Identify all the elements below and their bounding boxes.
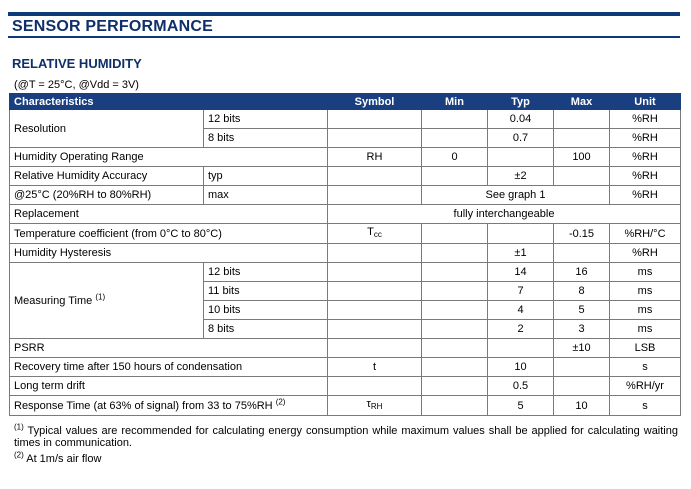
- footnote-ref: (1): [95, 291, 106, 301]
- typ-cell: [488, 148, 554, 167]
- min-cell: [422, 263, 488, 282]
- unit-cell: %RH: [610, 186, 681, 205]
- table-row: [10, 167, 681, 186]
- unit-cell: %RH: [610, 110, 681, 129]
- unit-cell: ms: [610, 263, 681, 282]
- max-cell: -0.15: [554, 224, 610, 244]
- cond-cell: max: [204, 186, 328, 205]
- typ-cell: 0.7: [488, 129, 554, 148]
- symbol-cell: [328, 377, 422, 396]
- section-title: RELATIVE HUMIDITY: [12, 56, 142, 71]
- footnote-text: At 1m/s air flow: [23, 453, 102, 465]
- unit-cell: ms: [610, 282, 681, 301]
- row-label-accuracy-conditions: @25°C (20%RH to 80%RH): [10, 186, 204, 205]
- symbol-cell: [328, 339, 422, 358]
- table-row: [10, 358, 681, 377]
- typ-cell: [488, 224, 554, 244]
- unit-cell: ms: [610, 301, 681, 320]
- table-row: [10, 339, 681, 358]
- min-cell: [422, 377, 488, 396]
- row-label-recovery-time: Recovery time after 150 hours of condensation: [10, 358, 328, 377]
- symbol-cell: [328, 110, 422, 129]
- max-cell: [554, 377, 610, 396]
- max-cell: 10: [554, 396, 610, 416]
- table-row: [10, 110, 681, 129]
- symbol-cell: [328, 224, 422, 244]
- footnote-ref: (2): [275, 396, 286, 406]
- min-cell: [422, 282, 488, 301]
- symbol-cell: [328, 244, 422, 263]
- cond-cell: 12 bits: [204, 263, 328, 282]
- col-header-max: Max: [554, 94, 610, 110]
- col-header-symbol: Symbol: [328, 94, 422, 110]
- max-cell: 3: [554, 320, 610, 339]
- typ-cell: 7: [488, 282, 554, 301]
- max-cell: [554, 244, 610, 263]
- symbol-subscript: RH: [370, 402, 383, 411]
- typ-cell: 4: [488, 301, 554, 320]
- unit-cell: %RH/yr: [610, 377, 681, 396]
- col-header-typ: Typ: [488, 94, 554, 110]
- unit-cell: %RH: [610, 129, 681, 148]
- symbol-cell: [328, 263, 422, 282]
- typ-cell: [488, 339, 554, 358]
- symbol-text: T: [367, 226, 374, 238]
- col-header-min: Min: [422, 94, 488, 110]
- typ-cell: 10: [488, 358, 554, 377]
- title-bar: [8, 12, 680, 38]
- max-cell: ±10: [554, 339, 610, 358]
- table-row: [10, 186, 681, 205]
- cond-cell: 8 bits: [204, 129, 328, 148]
- min-cell: [422, 301, 488, 320]
- max-cell: [554, 167, 610, 186]
- table-row: [10, 224, 681, 244]
- cond-cell: 10 bits: [204, 301, 328, 320]
- unit-cell: s: [610, 396, 681, 416]
- max-cell: 16: [554, 263, 610, 282]
- symbol-cell: [328, 396, 422, 416]
- page-title: SENSOR PERFORMANCE: [12, 18, 213, 35]
- row-label-hysteresis: Humidity Hysteresis: [10, 244, 328, 263]
- footnote-mark: (1): [14, 422, 24, 432]
- min-cell: [422, 358, 488, 377]
- unit-cell: %RH: [610, 148, 681, 167]
- max-cell: [554, 129, 610, 148]
- row-label-response-time: [10, 396, 328, 416]
- typ-cell: 14: [488, 263, 554, 282]
- cond-cell: 12 bits: [204, 110, 328, 129]
- table-row: [10, 263, 681, 282]
- table-row: [10, 148, 681, 167]
- max-cell: [554, 110, 610, 129]
- unit-cell: %RH: [610, 167, 681, 186]
- spec-table: [9, 93, 681, 416]
- typ-cell: 2: [488, 320, 554, 339]
- min-cell: [422, 129, 488, 148]
- row-label-accuracy: Relative Humidity Accuracy: [10, 167, 204, 186]
- symbol-text: τ: [366, 398, 371, 410]
- typ-cell: 0.5: [488, 377, 554, 396]
- unit-cell: s: [610, 358, 681, 377]
- row-label-long-term-drift: Long term drift: [10, 377, 328, 396]
- min-cell: [422, 224, 488, 244]
- symbol-cell: [328, 186, 422, 205]
- min-cell: [422, 320, 488, 339]
- col-header-characteristics: Characteristics: [10, 94, 328, 110]
- symbol-cell: RH: [328, 148, 422, 167]
- unit-cell: %RH/°C: [610, 224, 681, 244]
- cond-cell: 8 bits: [204, 320, 328, 339]
- row-label-measuring-time: [10, 263, 204, 339]
- col-header-unit: Unit: [610, 94, 681, 110]
- symbol-cell: t: [328, 358, 422, 377]
- table-row: [10, 377, 681, 396]
- symbol-cell: [328, 167, 422, 186]
- max-cell: 100: [554, 148, 610, 167]
- unit-cell: ms: [610, 320, 681, 339]
- symbol-cell: [328, 282, 422, 301]
- table-row: [10, 396, 681, 416]
- cond-cell: typ: [204, 167, 328, 186]
- max-cell: 8: [554, 282, 610, 301]
- table-header-row: [10, 94, 681, 110]
- min-cell: [422, 110, 488, 129]
- max-cell: [554, 358, 610, 377]
- test-conditions: (@T = 25°C, @Vdd = 3V): [14, 79, 139, 91]
- min-cell: [422, 339, 488, 358]
- min-cell: [422, 167, 488, 186]
- table-row: [10, 205, 681, 224]
- footnote-mark: (2): [14, 450, 24, 460]
- footnote-text: Typical values are recommended for calculating energy consumption while maximum values shall be applied for calculating waiting times in communication.: [14, 425, 678, 449]
- row-label-resolution: Resolution: [10, 110, 204, 148]
- symbol-cell: [328, 320, 422, 339]
- footnote-2: [14, 450, 678, 465]
- symbol-cell: [328, 129, 422, 148]
- footnote-1: [14, 422, 678, 449]
- min-cell: [422, 396, 488, 416]
- value-cell: See graph 1: [422, 186, 610, 205]
- row-label-operating-range: Humidity Operating Range: [10, 148, 328, 167]
- row-label-temp-coefficient: Temperature coefficient (from 0°C to 80°C): [10, 224, 328, 244]
- table-row: [10, 244, 681, 263]
- row-label-replacement: Replacement: [10, 205, 328, 224]
- min-cell: 0: [422, 148, 488, 167]
- row-label-psrr: PSRR: [10, 339, 328, 358]
- symbol-cell: [328, 301, 422, 320]
- min-cell: [422, 244, 488, 263]
- value-cell: fully interchangeable: [328, 205, 681, 224]
- symbol-subscript: cc: [373, 230, 382, 239]
- unit-cell: %RH: [610, 244, 681, 263]
- unit-cell: LSB: [610, 339, 681, 358]
- typ-cell: ±2: [488, 167, 554, 186]
- typ-cell: 0.04: [488, 110, 554, 129]
- cond-cell: 11 bits: [204, 282, 328, 301]
- response-time-label: Response Time (at 63% of signal) from 33 to 75%RH: [14, 399, 273, 412]
- measuring-time-label: Measuring Time: [14, 294, 93, 307]
- typ-cell: ±1: [488, 244, 554, 263]
- max-cell: 5: [554, 301, 610, 320]
- typ-cell: 5: [488, 396, 554, 416]
